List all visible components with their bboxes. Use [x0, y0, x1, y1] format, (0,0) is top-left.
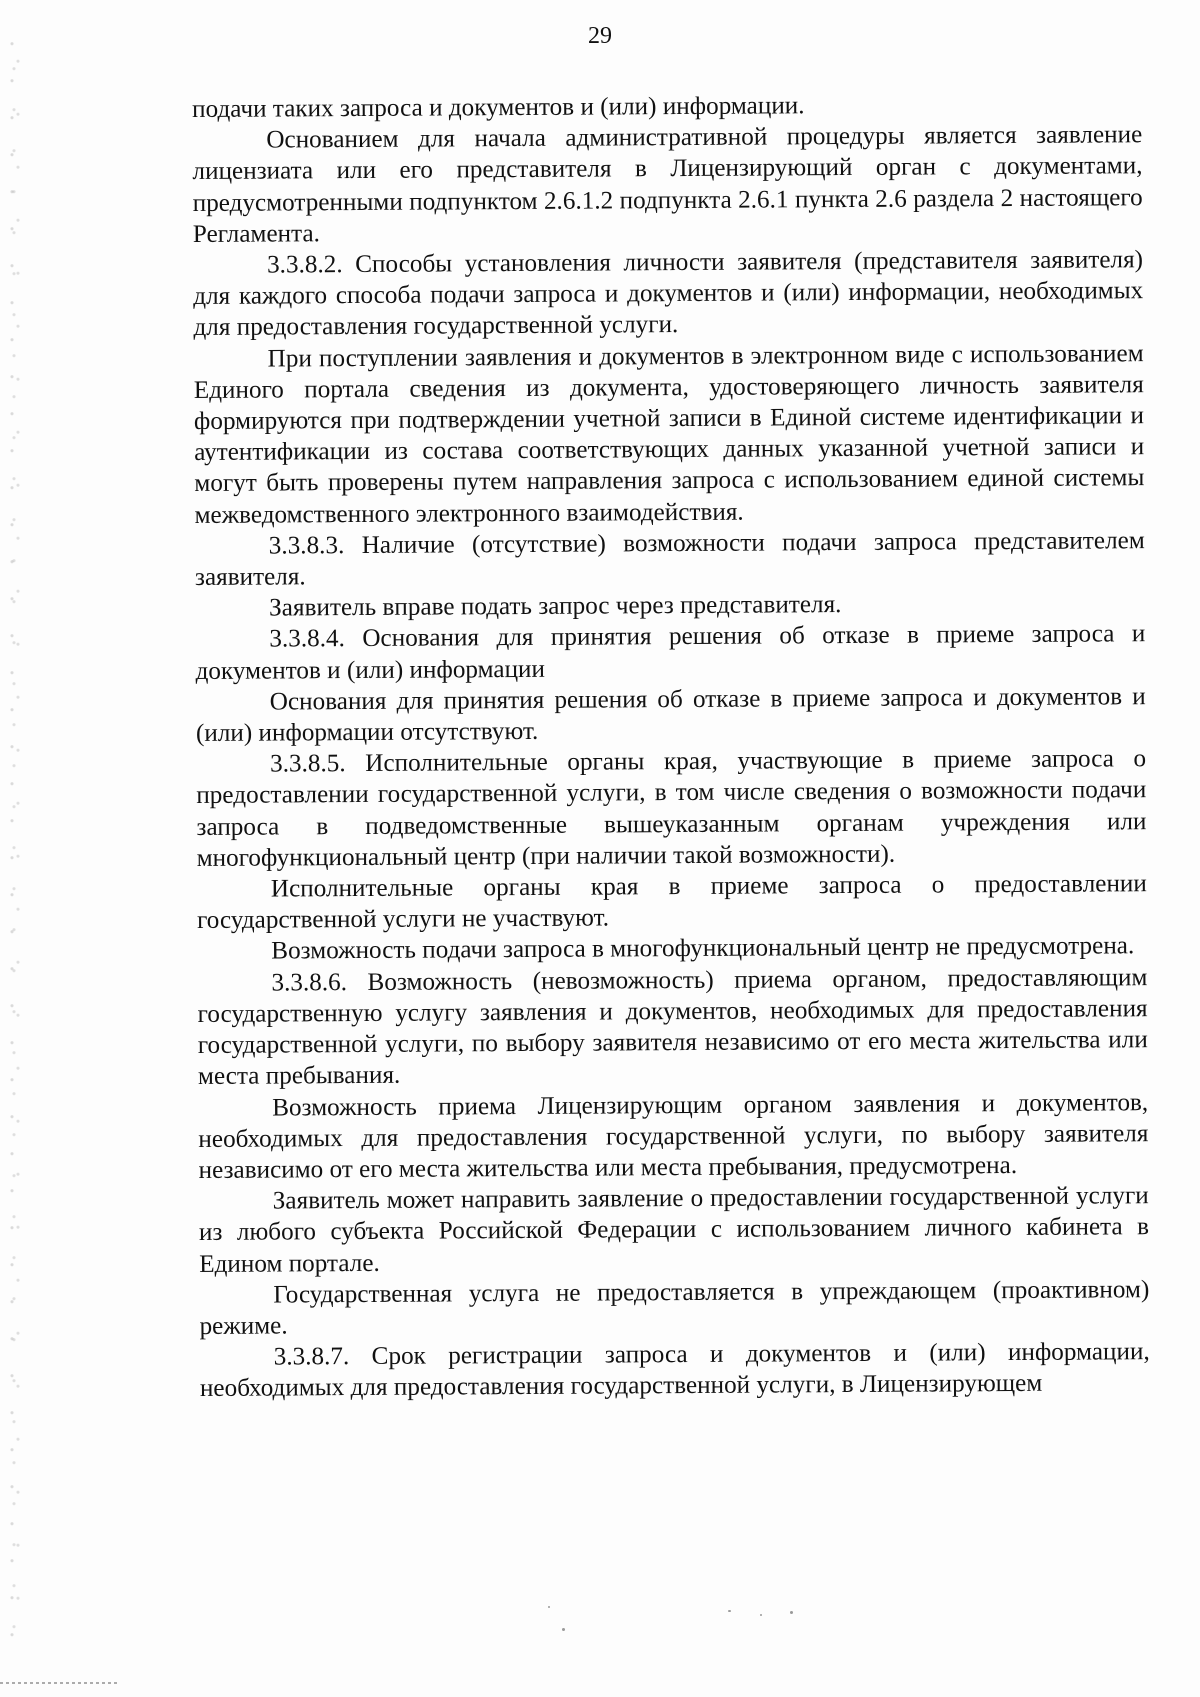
clause-3-3-8-4-heading: 3.3.8.4. Основания для принятия решения об отказе в приеме запроса и документов и (или) информации [195, 620, 1146, 685]
paragraph-refusal-grounds: Основания для принятия решения об отказе в приеме запроса и документов и (или) информации отсутствуют. [195, 683, 1146, 748]
paragraph-proactive-mode: Государственная услуга не предоставляется в упреждающем (проактивном) режиме. [199, 1275, 1150, 1340]
paragraph-basis: Основанием для начала административной процедуры является заявление лицензиата или его представителя в Лицензирующий орган с документами, предусмотренными подпунктом 2.6.1.2 подпункта 2.6.1 пункта 2.6 раздела 2 настоящего Регламента. [192, 121, 1143, 248]
clause-3-3-8-3-heading: 3.3.8.3. Наличие (отсутствие) возможности подачи запроса представителем заявителя. [194, 527, 1145, 592]
paragraph-representative: Заявитель вправе подать запрос через представителя. [269, 591, 842, 622]
scan-edge-noise [6, 40, 26, 1640]
scan-speck [760, 1614, 762, 1616]
document-body [192, 88, 1150, 1404]
scan-bottom-dash [0, 1682, 118, 1684]
clause-3-3-8-6-heading: 3.3.8.6. Возможность (невозможность) приема органом, предоставляющим государственную услугу заявления и документов, необходимых для предоставления государственной услуги, по выбору заявителя независимо от его места жительства или места пребывания. [197, 963, 1148, 1091]
clause-3-3-8-2-heading: 3.3.8.2. Способы установления личности заявителя (представителя заявителя) для каждого способа подачи запроса и документов и (или) информации, необходимых для предоставления государственной услуги. [193, 246, 1144, 342]
paragraph-continuation: подачи таких запроса и документов и (или) информации. [192, 92, 805, 123]
clause-3-3-8-5-heading: 3.3.8.5. Исполнительные органы края, участвующие в приеме запроса о предоставлении государственной услуги, в том числе сведения о возможности подачи запроса в подведомственные вышеуказанным органам учреждения или многофункциональный центр (при наличии такой возможности). [196, 745, 1147, 872]
scan-speck [790, 1611, 793, 1614]
scan-speck [562, 1628, 565, 1631]
page-number: 29 [588, 23, 612, 49]
scan-speck [548, 1606, 550, 1608]
paragraph-mfc: Возможность подачи запроса в многофункциональный центр не предусмотрена. [271, 932, 1135, 966]
paragraph-regional-bodies: Исполнительные органы края в приеме запроса о предоставлении государственной услуги не участвуют. [196, 870, 1147, 935]
paragraph-acceptance-possibility: Возможность приема Лицензирующим органом заявления и документов, необходимых для предоставления государственной услуги, по выбору заявителя независимо от его места жительства или места пребывания, предусмотрена. [198, 1088, 1149, 1184]
scan-speck [728, 1610, 731, 1612]
paragraph-any-region: Заявитель может направить заявление о предоставлении государственной услуги из любого субъекта Российской Федерации с использованием личного кабинета в Едином портале. [198, 1182, 1150, 1278]
paragraph-identity-verification: При поступлении заявления и документов в электронном виде с использованием Единого портала сведения из документа, удостоверяющего личность заявителя формируются при подтверждении учетной записи в Единой системе идентификации и аутентификации из состава соответствующих данных указанной учетной записи и могут быть проверены путем направления запроса с использованием единой системы межведомственного электронного взаимодействия. [193, 339, 1145, 529]
clause-3-3-8-7-heading: 3.3.8.7. Срок регистрации запроса и документов и (или) информации, необходимых для предоставления государственной услуги, в Лицензирующем [199, 1338, 1150, 1403]
